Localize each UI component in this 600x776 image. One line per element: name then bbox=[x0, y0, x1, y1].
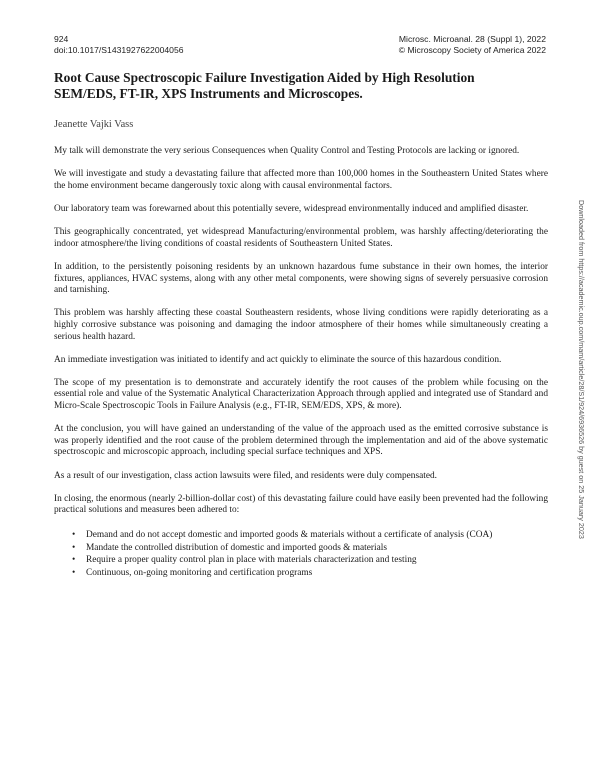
bullet-icon: • bbox=[72, 530, 76, 540]
article-title bbox=[54, 70, 548, 102]
list-item bbox=[72, 555, 548, 567]
copyright: © Microscopy Society of America 2022 bbox=[398, 44, 546, 55]
header-left bbox=[54, 34, 184, 55]
page-number: 924 bbox=[54, 34, 69, 44]
journal-citation: Microsc. Microanal. 28 (Suppl 1), 2022 bbox=[398, 34, 546, 44]
list-item-text: Continuous, on-going monitoring and certification programs bbox=[86, 567, 313, 578]
list-item bbox=[72, 530, 548, 542]
doi[interactable]: doi:10.1017/S1431927622004056 bbox=[54, 44, 184, 55]
paragraph: In closing, the enormous (nearly 2-billion-dollar cost) of this devastating failure could have easily been prevented had the following practical solutions and measures been adhered to: bbox=[54, 493, 548, 516]
paragraph: As a result of our investigation, class action lawsuits were filed, and residents were duly compensated. bbox=[54, 470, 437, 481]
title-line-2: SEM/EDS, FT-IR, XPS Instruments and Microscopes. bbox=[54, 86, 363, 101]
paragraph: In addition, to the persistently poisoning residents by an unknown hazardous fume substance in their own homes, the interior fixtures, appliances, HVAC systems, along with any other metal components, were showing signs of severely persuasive corrosion and tarnishing. bbox=[54, 261, 548, 296]
paragraph: We will investigate and study a devastating failure that affected more than 100,000 homes in the Southeastern United States where the home environment became dangerously toxic along with causal environmental factors. bbox=[54, 169, 548, 191]
list-item-text: Require a proper quality control plan in place with materials characterization and testing bbox=[86, 555, 417, 566]
download-note: Downloaded from https://academic.oup.com/mam/article/28/S1/924/6936526 by guest on 25 January 2023 bbox=[577, 200, 586, 539]
bullet-icon: • bbox=[72, 542, 76, 553]
bullet-list bbox=[54, 530, 548, 579]
paragraph: My talk will demonstrate the very serious Consequences when Quality Control and Testing Protocols are lacking or ignored. bbox=[54, 146, 520, 156]
list-item bbox=[72, 567, 548, 580]
bullet-icon: • bbox=[72, 567, 76, 578]
paragraph: At the conclusion, you will have gained an understanding of the value of the approach used as the emitted corrosive substance is was properly identified and the root cause of the problem determined through the implementation and aid of the above systematic spectroscopic and microscopic approach, including special surface techniques and XPS. bbox=[54, 424, 548, 458]
paragraph: Our laboratory team was forewarned about this potentially severe, widespread environmentally induced and amplified disaster. bbox=[54, 203, 529, 214]
paragraph: An immediate investigation was initiated to identify and act quickly to eliminate the source of this hazardous condition. bbox=[54, 354, 502, 365]
paragraph: This geographically concentrated, yet widespread Manufacturing/environmental problem, was harshly affecting/deteriorating the indoor atmosphere/the living conditions of coastal residents of Southeastern United States. bbox=[54, 227, 548, 249]
paragraph: The scope of my presentation is to demonstrate and accurately identify the root causes of the problem while focusing on the essential role and value of the Systematic Analytical Characterization Approach through applied and integrated use of Standard and Micro-Scale Spectroscopic Tools in Failure Analysis (e.g., FT-IR, SEM/EDS, XPS, & more). bbox=[54, 377, 548, 412]
header-right bbox=[399, 34, 546, 55]
article-body bbox=[54, 70, 548, 580]
author: Jeanette Vajki Vass bbox=[54, 119, 134, 130]
title-line-1: Root Cause Spectroscopic Failure Investigation Aided by High Resolution bbox=[54, 70, 475, 85]
download-watermark bbox=[574, 200, 586, 580]
bullet-icon: • bbox=[72, 555, 76, 566]
list-item-text: Mandate the controlled distribution of domestic and imported goods & materials bbox=[86, 542, 388, 553]
list-item-text: Demand and do not accept domestic and imported goods & materials without a certificate of analysis (COA) bbox=[86, 530, 493, 540]
paragraph: This problem was harshly affecting these coastal Southeastern residents, whose living conditions were rapidly deteriorating as a highly corrosive substance was poisoning and damaging the indoor atmosphere of their homes while simultaneously creating a serious health hazard. bbox=[54, 308, 548, 342]
list-item bbox=[72, 542, 548, 555]
